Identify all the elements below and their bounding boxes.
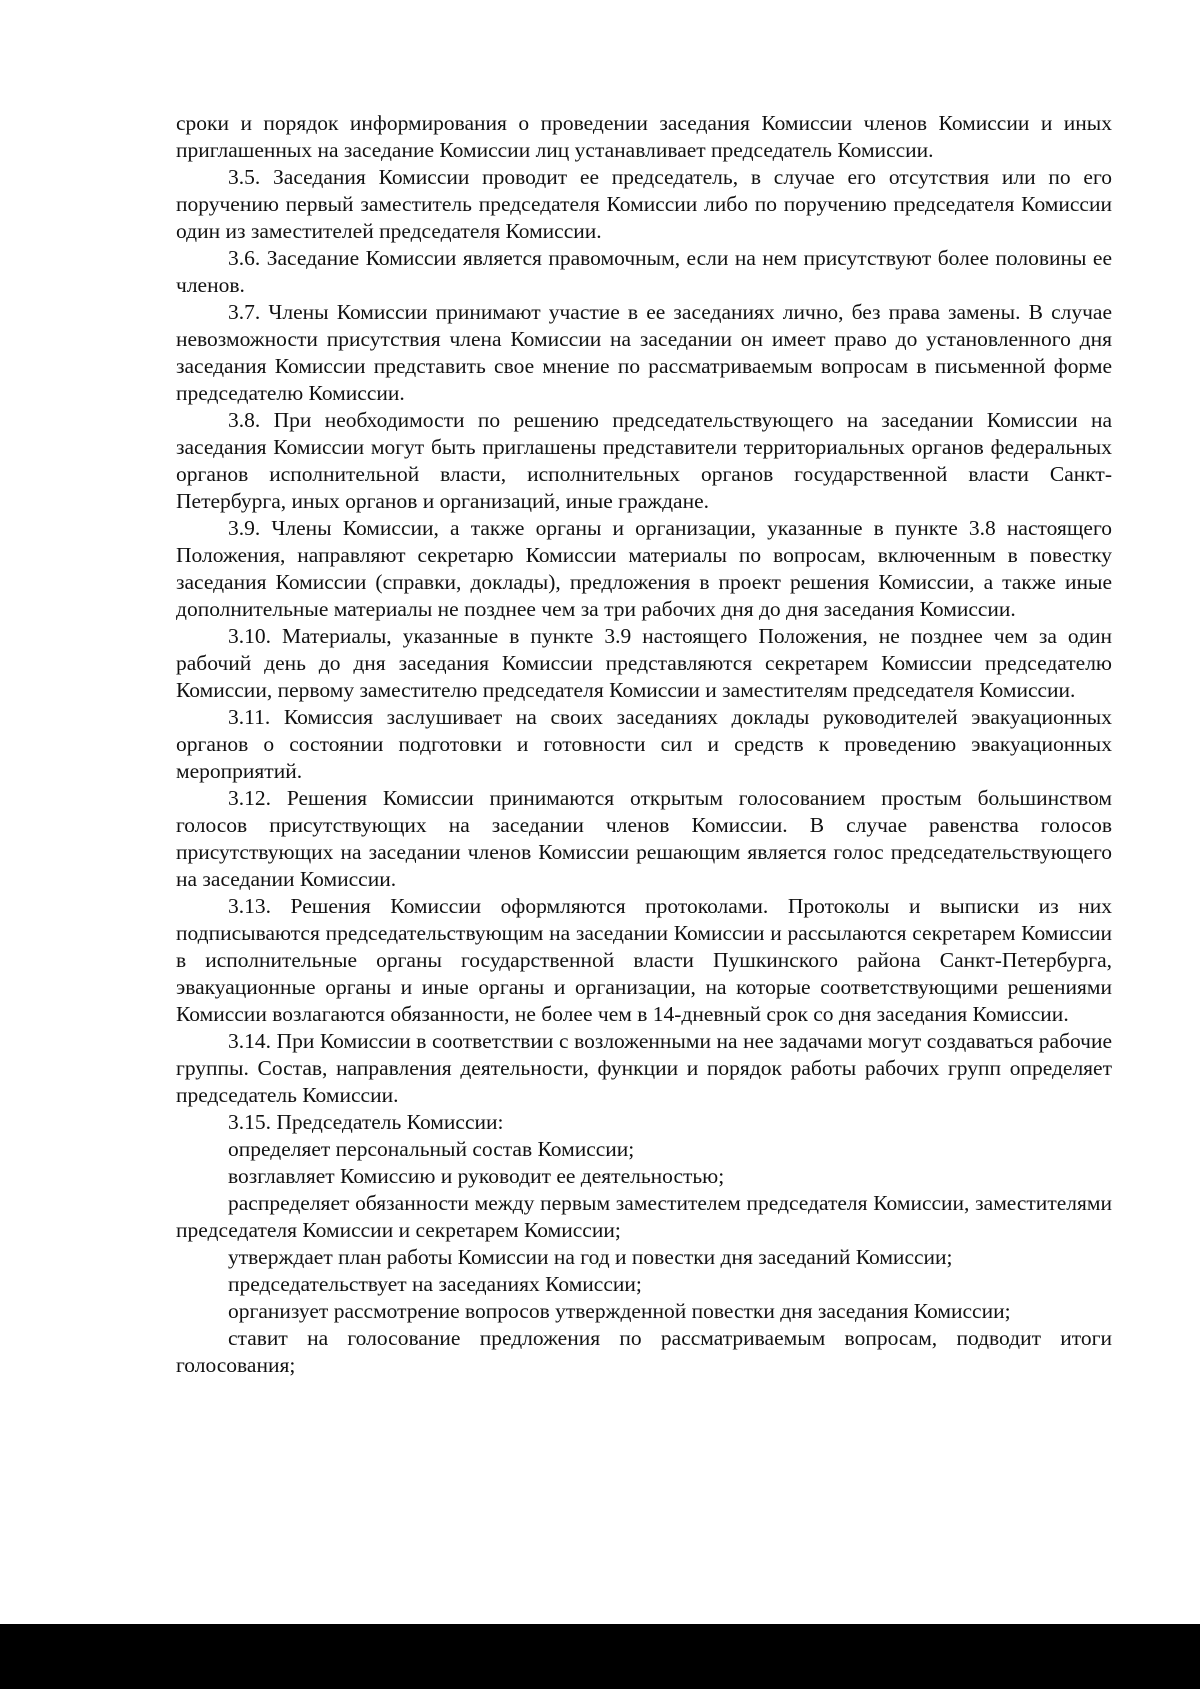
paragraph-3-10: 3.10. Материалы, указанные в пункте 3.9 настоящего Положения, не позднее чем за один рабочий день до дня заседания Комиссии представляются секретарем Комиссии председателю Комиссии, первому заместителю председателя Комиссии и заместителям председателя Комиссии. [176,624,1112,702]
paragraph-3-5: 3.5. Заседания Комиссии проводит ее председатель, в случае его отсутствия или по его поручению первый заместитель председателя Комиссии либо по поручению председателя Комиссии один из заместителей председателя Комиссии. [176,165,1112,243]
paragraph-3-7: 3.7. Члены Комиссии принимают участие в ее заседаниях лично, без права замены. В случае невозможности присутствия члена Комиссии на заседании он имеет право до установленного дня заседания Комиссии представить свое мнение по рассматриваемым вопросам в письменной форме председателю Комиссии. [176,300,1112,405]
list-item: возглавляет Комиссию и руководит ее деятельностью; [228,1164,725,1188]
paragraph-3-15: 3.15. Председатель Комиссии: [228,1110,504,1134]
list-item: утверждает план работы Комиссии на год и повестки дня заседаний Комиссии; [228,1245,953,1269]
paragraph-3-14: 3.14. При Комиссии в соответствии с возложенными на нее задачами могут создаваться рабочие группы. Состав, направления деятельности, функции и порядок работы рабочих групп определяет председатель Комиссии. [176,1029,1112,1107]
paragraph-3-6: 3.6. Заседание Комиссии является правомочным, если на нем присутствуют более половины ее членов. [176,246,1112,297]
list-item: определяет персональный состав Комиссии; [228,1137,635,1161]
list-item: организует рассмотрение вопросов утвержденной повестки дня заседания Комиссии; [228,1299,1011,1323]
paragraph-continuation: сроки и порядок информирования о проведении заседания Комиссии членов Комиссии и иных приглашенных на заседание Комиссии лиц устанавливает председатель Комиссии. [176,111,1112,162]
paragraph-3-11: 3.11. Комиссия заслушивает на своих заседаниях доклады руководителей эвакуационных органов о состоянии подготовки и готовности сил и средств к проведению эвакуационных мероприятий. [176,705,1112,783]
paragraph-3-12: 3.12. Решения Комиссии принимаются открытым голосованием простым большинством голосов присутствующих на заседании членов Комиссии. В случае равенства голосов присутствующих на заседании членов Комиссии решающим является голос председательствующего на заседании Комиссии. [176,786,1112,891]
paragraph-3-9: 3.9. Члены Комиссии, а также органы и организации, указанные в пункте 3.8 настоящего Положения, направляют секретарю Комиссии материалы по вопросам, включенным в повестку заседания Комиссии (справки, доклады), предложения в проект решения Комиссии, а также иные дополнительные материалы не позднее чем за три рабочих дня до дня заседания Комиссии. [176,516,1112,621]
list-item: председательствует на заседаниях Комиссии; [228,1272,642,1296]
list-item: распределяет обязанности между первым заместителем председателя Комиссии, заместителями председателя Комиссии и секретарем Комиссии; [176,1191,1112,1242]
scan-edge-bar [0,1624,1200,1689]
paragraph-3-8: 3.8. При необходимости по решению председательствующего на заседании Комиссии на заседания Комиссии могут быть приглашены представители территориальных органов федеральных органов исполнительной власти, исполнительных органов государственной власти Санкт-Петербурга, иных органов и организаций, иные граждане. [176,408,1112,513]
list-item: ставит на голосование предложения по рассматриваемым вопросам, подводит итоги голосования; [176,1326,1112,1377]
paragraph-3-13: 3.13. Решения Комиссии оформляются протоколами. Протоколы и выписки из них подписываются председательствующим на заседании Комиссии и рассылаются секретарем Комиссии в исполнительные органы государственной власти Пушкинского района Санкт-Петербурга, эвакуационные органы и иные органы и организации, на которые соответствующими решениями Комиссии возлагаются обязанности, не более чем в 14-дневный срок со дня заседания Комиссии. [176,894,1112,1026]
document-page [176,110,1112,1379]
